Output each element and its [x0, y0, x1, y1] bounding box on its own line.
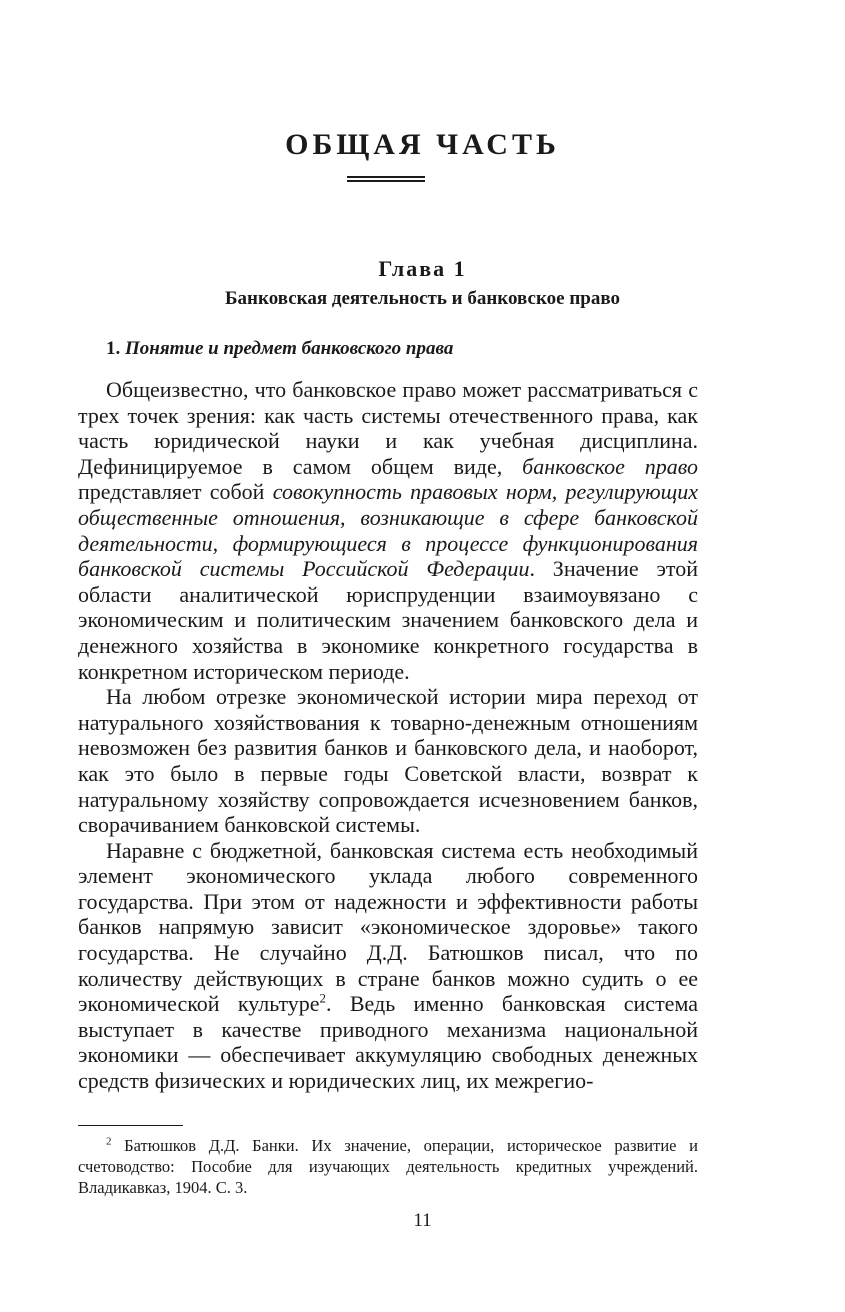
paragraph-1: [78, 377, 698, 684]
paragraph-1-text-a: Общеизвестно, что банковское право может рассматриваться с трех точек зрения: как часть системы отечественного права, как часть юридической науки и как учебная дисциплина. Дефиницируемое в самом общем виде,: [78, 377, 698, 479]
section-heading: [106, 338, 453, 360]
footnote-rule: [78, 1125, 183, 1126]
double-rule-divider: [347, 176, 425, 182]
footnote-mark: 2: [106, 1135, 112, 1148]
section-title: Понятие и предмет банковского права: [125, 338, 454, 359]
footnote: [78, 1135, 698, 1198]
body-text: [78, 377, 698, 1094]
paragraph-3-text-a: Наравне с бюджетной, банковская система есть необходимый элемент экономического уклада любого современного государства. При этом от надежности и эффективности работы банков напрямую зависит «экономическое здоровье» такого государства. Не случайно Д.Д. Батюшков писал, что по количеству действующих в стране банков можно судить о ее экономической культуре: [78, 837, 698, 1017]
page-number: 11: [413, 1210, 432, 1231]
paragraph-1-text-c: . Значение этой области аналитической юриспруденции взаимоувязано с экономическим и политическим значением банковского дела и денежного хозяйства в экономике конкретного государства в конкретном историческом периоде.: [78, 556, 699, 684]
part-title: ОБЩАЯ ЧАСТЬ: [285, 128, 560, 161]
paragraph-3: [78, 838, 698, 1094]
paragraph-1-text-b: представляет собой: [78, 479, 273, 505]
paragraph-2: На любом отрезке экономической истории мира переход от натурального хозяйствования к товарно-денежным отношениям невозможен без развития банков и банковского дела, и наоборот, как это было в первые годы Советской власти, возврат к натуральному хозяйству сопровождается исчезновением банков, сворачиванием банковской системы.: [78, 684, 698, 838]
paragraph-1-term: банковское право: [522, 453, 698, 479]
paragraph-1-definition: совокупность правовых норм, регулирующих общественные отношения, возникающие в сфере банковской деятельности, формирующиеся в процессе функционирования банковской системы Российской Федерации: [78, 479, 698, 582]
section-number: 1.: [106, 338, 121, 359]
footnote-reference[interactable]: 2: [319, 990, 327, 1006]
paragraph-3-text-b: . Ведь именно банковская система выступает в качестве приводного механизма национальной экономики — обеспечивает аккумуляцию свободных денежных средств физических и юридических лиц, их межрегио-: [78, 991, 698, 1094]
footnote-text: Батюшков Д.Д. Банки. Их значение, операции, историческое развитие и счетоводство: Пособие для изучающих деятельность кредитных учреждений. Владикавказ, 1904. С. 3.: [78, 1136, 698, 1197]
chapter-title: Банковская деятельность и банковское право: [225, 288, 620, 309]
chapter-number: Глава 1: [378, 256, 467, 281]
